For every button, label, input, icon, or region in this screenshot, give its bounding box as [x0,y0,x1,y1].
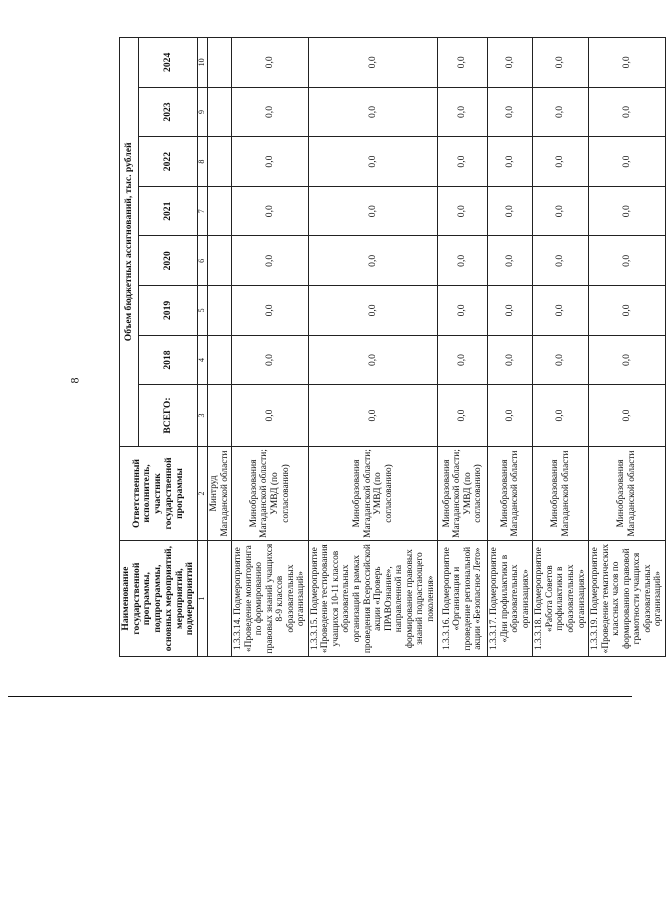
column-number: 4 [198,335,208,385]
row-value: 0,0 [589,385,666,446]
row-executor: Минобразования Магаданской области [533,446,589,541]
column-number: 1 [198,541,208,657]
header-total: ВСЕГО: [139,385,198,446]
table-row [232,38,309,657]
column-number: 9 [198,87,208,137]
row-value: 0,0 [438,335,488,385]
row-name [208,541,232,657]
header-budget-group: Объем бюджетных ассигнований, тыс. рублей [120,38,139,447]
table-row [488,38,533,657]
column-number: 3 [198,385,208,446]
row-value: 0,0 [232,335,309,385]
row-value: 0,0 [438,236,488,286]
row-value: 0,0 [533,335,589,385]
row-value: 0,0 [533,87,589,137]
header-executor: Ответственный исполнитель, участник государственной программы [120,446,198,541]
page-divider [8,696,632,697]
table-row [208,38,232,657]
row-value: 0,0 [533,286,589,336]
row-value [208,335,232,385]
row-value: 0,0 [488,335,533,385]
row-value: 0,0 [589,38,666,88]
row-value: 0,0 [533,137,589,187]
header-year: 2021 [139,186,198,236]
column-number: 6 [198,236,208,286]
rotated-table [119,37,664,657]
row-value: 0,0 [438,87,488,137]
row-value: 0,0 [488,286,533,336]
row-name: 1.3.3.19. Подмероприятие «Проведение тематических классных часов по формированию правовой грамотности учащихся образовательных организаций» [589,541,666,657]
row-value: 0,0 [232,236,309,286]
row-value: 0,0 [438,38,488,88]
table-row [308,38,437,657]
row-value: 0,0 [308,335,437,385]
header-year: 2018 [139,335,198,385]
row-executor: Минтруд Магаданской области [208,446,232,541]
row-name: 1.3.3.15. Подмероприятие «Проведение тестирования учащихся 10-11 классов образовательных организаций в рамках проведения Всероссийской акции «Проверь ПРАВОзнание», направленной на формирование правовых знаний подрастающего поколения» [308,541,437,657]
row-value: 0,0 [533,236,589,286]
row-value: 0,0 [438,385,488,446]
header-year: 2024 [139,38,198,88]
row-value: 0,0 [589,137,666,187]
table-row [589,38,666,657]
column-number: 10 [198,38,208,88]
row-name: 1.3.3.16. Подмероприятие «Организация и проведение региональной акции «Безопасное Лето» [438,541,488,657]
row-value: 0,0 [438,286,488,336]
header-year: 2023 [139,87,198,137]
row-value: 0,0 [488,385,533,446]
row-name: 1.3.3.18. Подмероприятие «Работа Советов профилактики в образовательных организациях» [533,541,589,657]
row-value [208,38,232,88]
row-value: 0,0 [589,236,666,286]
column-number: 8 [198,137,208,187]
row-value [208,186,232,236]
row-value: 0,0 [488,38,533,88]
header-year: 2020 [139,236,198,286]
row-value: 0,0 [438,137,488,187]
header-year: 2022 [139,137,198,187]
row-value: 0,0 [232,385,309,446]
row-value: 0,0 [308,385,437,446]
row-value: 0,0 [232,87,309,137]
column-number: 2 [198,446,208,541]
row-value: 0,0 [488,186,533,236]
row-value [208,236,232,286]
row-value: 0,0 [232,286,309,336]
budget-table [119,37,666,657]
row-value: 0,0 [308,286,437,336]
row-value: 0,0 [589,335,666,385]
row-value: 0,0 [488,137,533,187]
row-value: 0,0 [308,137,437,187]
row-value: 0,0 [589,186,666,236]
row-name: 1.3.3.14. Подмероприятие «Проведение мониторинга по формированию правовых знаний учащихся 8-9 классов образовательных организаций» [232,541,309,657]
table-row [533,38,589,657]
row-executor: Минобразования Магаданской области [589,446,666,541]
row-executor: Минобразования Магаданской области; УМВД (по согласованию) [438,446,488,541]
header-name: Наименование государственной программы, подпрограммы, основных мероприятий, мероприятий, подмероприятий [120,541,198,657]
column-number: 7 [198,186,208,236]
row-value: 0,0 [232,137,309,187]
row-value: 0,0 [438,186,488,236]
row-value: 0,0 [488,236,533,286]
row-value: 0,0 [232,186,309,236]
row-value: 0,0 [488,87,533,137]
row-value [208,286,232,336]
row-value: 0,0 [232,38,309,88]
row-value: 0,0 [589,87,666,137]
column-number: 5 [198,286,208,336]
page-number: 8 [67,377,82,384]
rotated-table-container [119,37,664,657]
header-year: 2019 [139,286,198,336]
row-executor: Минобразования Магаданской области; УМВД (по согласованию) [308,446,437,541]
row-value [208,385,232,446]
row-value: 0,0 [308,87,437,137]
row-value: 0,0 [308,38,437,88]
row-value: 0,0 [533,38,589,88]
row-value [208,87,232,137]
row-value [208,137,232,187]
row-executor: Минобразования Магаданской области; УМВД (по согласованию) [232,446,309,541]
row-name: 1.3.3.17. Подмероприятие «Дни профилактики в образовательных организациях» [488,541,533,657]
row-value: 0,0 [533,385,589,446]
row-value: 0,0 [589,286,666,336]
row-value: 0,0 [533,186,589,236]
row-value: 0,0 [308,186,437,236]
row-executor: Минобразования Магаданской области [488,446,533,541]
table-row [438,38,488,657]
row-value: 0,0 [308,236,437,286]
